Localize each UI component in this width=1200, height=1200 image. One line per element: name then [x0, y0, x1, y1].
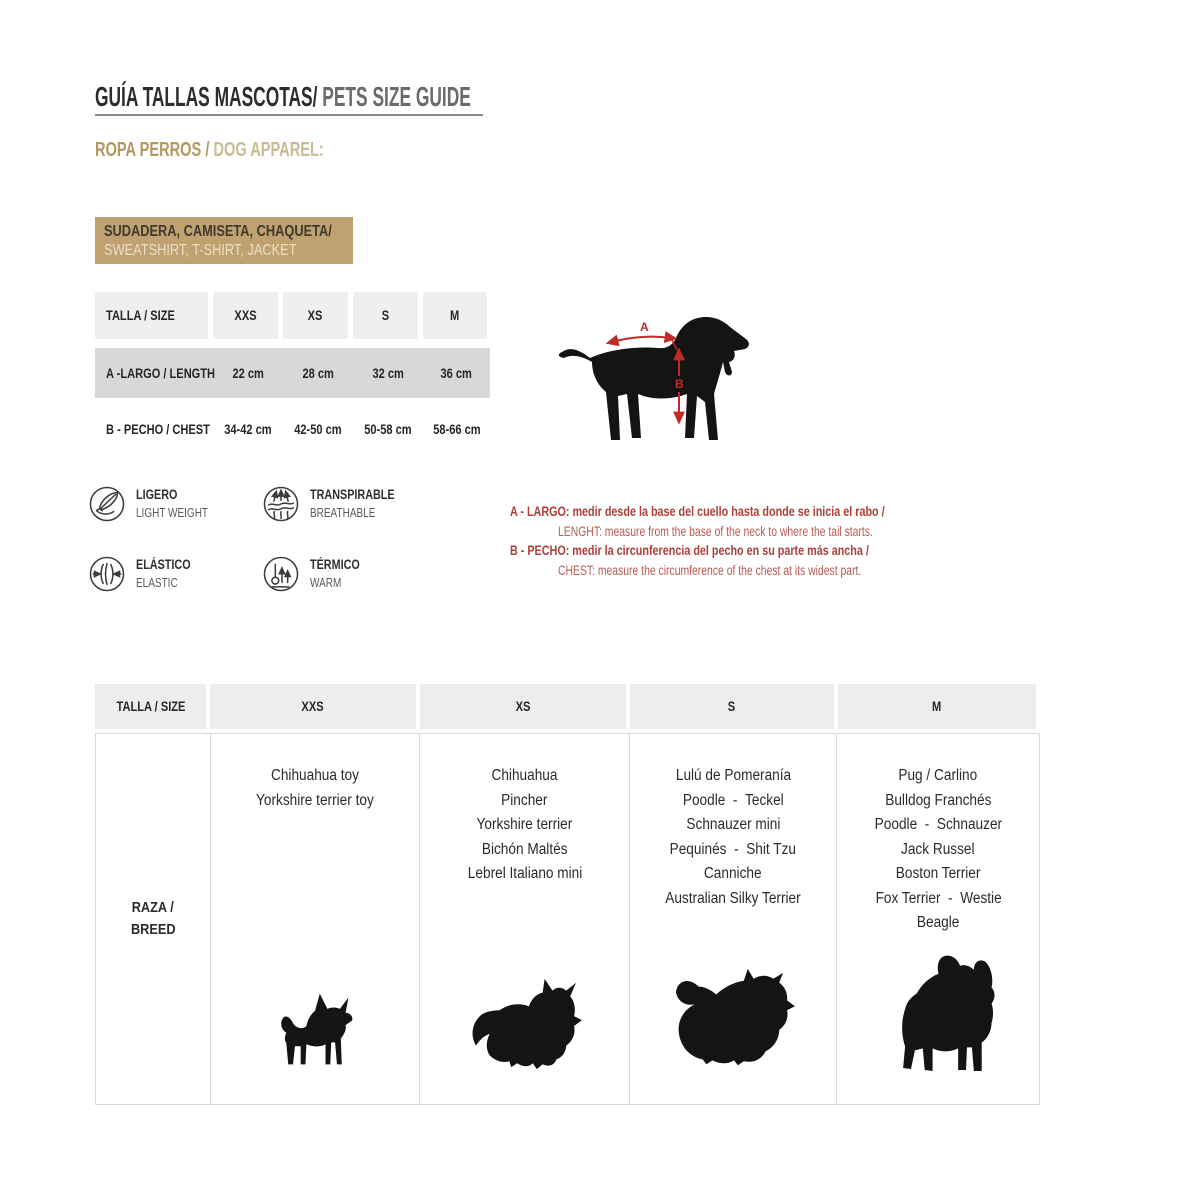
- chest-value: 50-58 cm: [364, 421, 412, 437]
- feature-label-en: ELASTIC: [136, 576, 178, 590]
- breed-list-xs: Chihuahua Pincher Yorkshire terrier Bichón Maltés Lebrel Italiano mini: [467, 767, 582, 882]
- french-bulldog-silhouette-icon: [882, 950, 995, 1080]
- note-a-en: LENGHT: measure from the base of the neck to where the tail starts.: [558, 523, 873, 539]
- size-table-chest-row: [95, 406, 490, 452]
- feature-label-es: TRANSPIRABLE: [310, 487, 395, 502]
- measuring-instructions: [510, 502, 970, 580]
- feature-lightweight: [88, 484, 226, 524]
- arrow-b-label: B: [675, 377, 684, 391]
- size-table-header-cell: S: [353, 292, 418, 339]
- note-b-es: B - PECHO: medir la circunferencia del pecho en su parte más ancha /: [510, 542, 869, 558]
- length-value: 36 cm: [440, 365, 473, 381]
- breed-cell-xxs: [211, 734, 421, 1104]
- long-haired-chihuahua-silhouette-icon: [466, 973, 584, 1076]
- length-value: 22 cm: [232, 365, 264, 381]
- length-value: 32 cm: [372, 365, 404, 381]
- feature-label-en: LIGHT WEIGHT: [136, 506, 209, 520]
- size-table-header-cell: TALLA / SIZE: [95, 292, 208, 339]
- size-table-header: [95, 292, 487, 339]
- feature-elastic: [88, 554, 204, 594]
- note-a-es: A - LARGO: medir desde la base del cuello hasta donde se inicia el rabo /: [510, 503, 885, 519]
- length-value: 28 cm: [302, 365, 334, 381]
- thermometer-icon: [262, 555, 300, 593]
- arrow-a-label: A: [640, 320, 649, 334]
- breed-table-header-cell: XS: [420, 684, 626, 729]
- breed-list-xxs: Chihuahua toy Yorkshire terrier toy: [256, 767, 374, 809]
- breed-list-s: Lulú de Pomeranía Poodle - Teckel Schnauzer mini Pequinés - Shit Tzu Canniche Australian Silky Terrier: [665, 767, 801, 907]
- note-b-en: CHEST: measure the circumference of the chest at its widest part.: [558, 562, 862, 578]
- size-table-header-cell: XS: [283, 292, 348, 339]
- size-table-header-cell: M: [423, 292, 487, 339]
- feature-breathable: [262, 484, 416, 524]
- feature-warm: [262, 554, 372, 594]
- chihuahua-silhouette-icon: [272, 986, 358, 1072]
- size-table-header-cell: XXS: [213, 292, 278, 339]
- size-table-length-row: [95, 348, 490, 398]
- breed-table-header-cell: TALLA / SIZE: [95, 684, 206, 729]
- chest-value: 42-50 cm: [294, 421, 342, 437]
- page-title-en: PETS SIZE GUIDE: [317, 81, 471, 112]
- feature-label-en: BREATHABLE: [310, 506, 376, 520]
- page-title-es: GUÍA TALLAS MASCOTAS/: [95, 81, 318, 112]
- pomeranian-silhouette-icon: [669, 965, 797, 1078]
- breed-cell-m: [837, 734, 1039, 1104]
- page-title: [95, 81, 701, 113]
- measure-arrow-a: [612, 320, 677, 350]
- measurement-dog-figure: [548, 300, 768, 448]
- feather-hand-icon: [88, 485, 126, 523]
- feature-label-es: TÉRMICO: [310, 557, 360, 572]
- breed-table-header: [95, 684, 1036, 729]
- breed-table-header-cell: XXS: [210, 684, 416, 729]
- breed-table-body: [95, 733, 1040, 1105]
- breed-table-header-cell: M: [838, 684, 1036, 729]
- elastic-stretch-icon: [88, 555, 126, 593]
- breathable-airflow-icon: [262, 485, 300, 523]
- category-es: SUDADERA, CAMISETA, CHAQUETA/: [104, 223, 332, 240]
- row-label-breed: BREED: [130, 921, 176, 938]
- feature-label-es: LIGERO: [136, 487, 178, 502]
- chest-value: 58-66 cm: [432, 421, 481, 437]
- title-underline: [95, 114, 483, 116]
- subtitle-es: ROPA PERROS /: [95, 139, 214, 161]
- section-subtitle: [95, 139, 408, 162]
- breed-cell-xs: [420, 734, 630, 1104]
- row-label-raza: RAZA /: [131, 899, 174, 916]
- breed-row-label-cell: [96, 734, 211, 1104]
- category-en: SWEATSHIRT, T-SHIRT, JACKET: [104, 242, 297, 259]
- chest-value: 34-42 cm: [224, 421, 272, 437]
- breed-cell-s: [630, 734, 838, 1104]
- subtitle-en: DOG APPAREL:: [213, 139, 324, 161]
- breed-table-header-cell: S: [630, 684, 834, 729]
- labrador-silhouette-icon: [548, 300, 768, 448]
- breed-list-m: Pug / Carlino Bulldog Franchés Poodle - Schnauzer Jack Russel Boston Terrier Fox Terrier - Westie Beagle: [874, 767, 1002, 931]
- feature-label-es: ELÁSTICO: [136, 557, 191, 572]
- length-row-label: A -LARGO / LENGTH: [106, 365, 216, 381]
- chest-row-label: B - PECHO / CHEST: [106, 421, 210, 437]
- garment-category-box: [95, 217, 353, 264]
- feature-label-en: WARM: [310, 576, 342, 590]
